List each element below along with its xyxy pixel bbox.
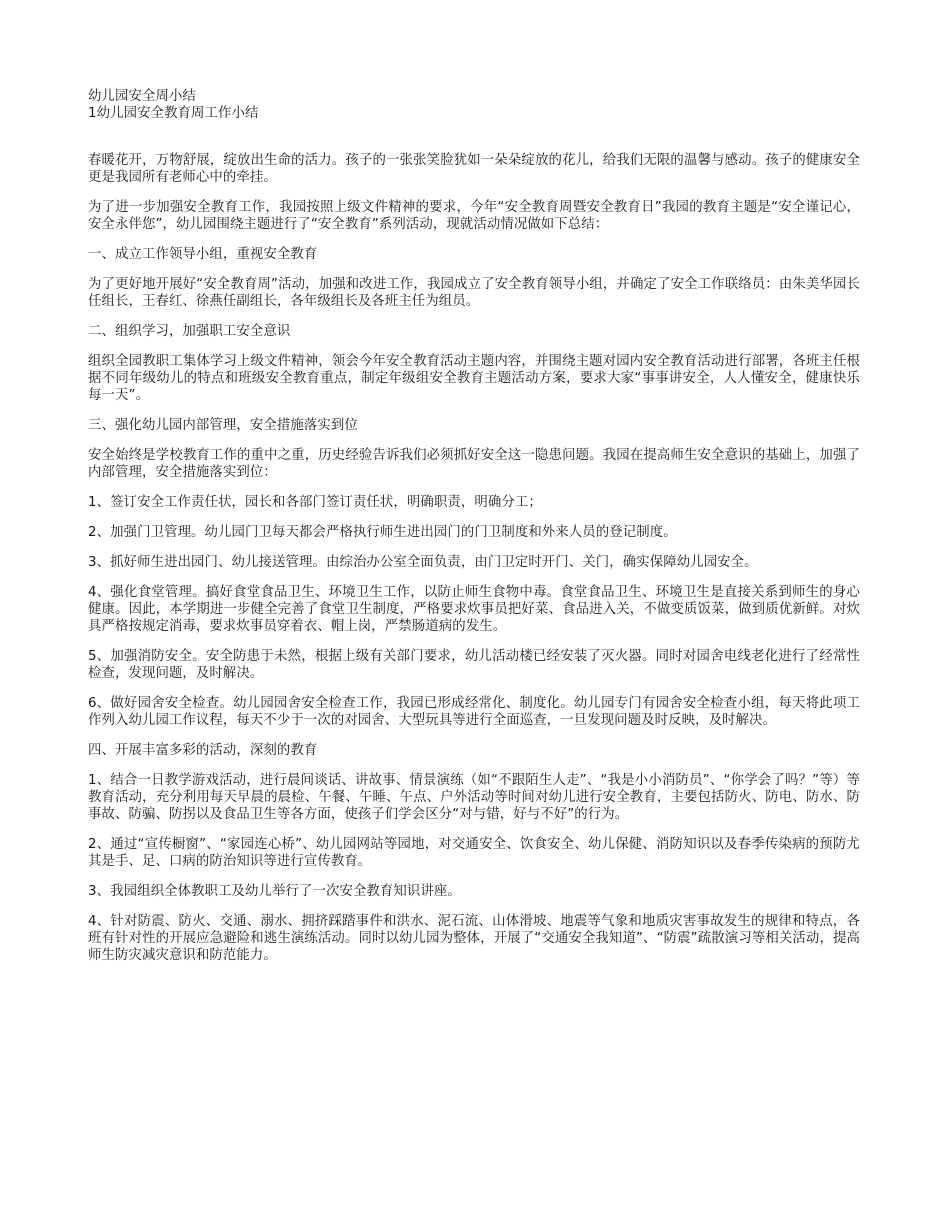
- purpose-paragraph: 为了进一步加强安全教育工作，我园按照上级文件精神的要求，今年“安全教育周暨安全教育日”我园的教育主题是“安全谨记心，安全永伴您”，幼儿园围绕主题进行了“安全教育”系列活动，现就活动情况做如下总结：: [88, 200, 860, 232]
- section-3-item-1: 1、签订安全工作责任状，园长和各部门签订责任状，明确职责，明确分工；: [88, 495, 542, 510]
- section-4-item-4: 4、针对防震、防火、交通、溺水、拥挤踩踏事件和洪水、泥石流、山体滑坡、地震等气象和地质灾害事故发生的规律和特点，各班有针对性的开展应急避险和逃生演练活动。同时以幼儿园为整体，开展了“交通安全我知道”、“防震”疏散演习等相关活动，提高师生防灾减灾意识和防范能力。: [88, 914, 860, 963]
- document-title: 幼儿园安全周小结: [88, 89, 196, 104]
- section-heading-1: 一、成立工作领导小组，重视安全教育: [88, 247, 318, 262]
- section-heading-4: 四、开展丰富多彩的活动，深刻的教育: [88, 743, 318, 758]
- intro-paragraph: 春暖花开，万物舒展，绽放出生命的活力。孩子的一张张笑脸犹如一朵朵绽放的花儿，给我们无限的温馨与感动。孩子的健康安全更是我园所有老师心中的牵挂。: [88, 153, 860, 185]
- section-3-paragraph: 安全始终是学校教育工作的重中之重，历史经验告诉我们必须抓好安全这一隐患问题。我园在提高师生安全意识的基础上，加强了内部管理，安全措施落实到位：: [88, 448, 860, 480]
- section-3-item-6: 6、做好园舍安全检查。幼儿园园舍安全检查工作，我园已形成经常化、制度化。幼儿园专门有园舍安全检查小组，每天将此项工作列入幼儿园工作议程，每天不少于一次的对园舍、大型玩具等进行全面巡查，一旦发现问题及时反映，及时解决。: [88, 696, 860, 728]
- section-4-item-2: 2、通过“宣传橱窗”、“家园连心桥”、幼儿园网站等园地，对交通安全、饮食安全、幼儿保健、消防知识以及春季传染病的预防尤其是手、足、口病的防治知识等进行宣传教育。: [88, 837, 860, 869]
- section-4-item-3: 3、我园组织全体教职工及幼儿举行了一次安全教育知识讲座。: [88, 884, 461, 899]
- section-4-item-1: 1、结合一日教学游戏活动，进行晨间谈话、讲故事、情景演练（如“不跟陌生人走”、“我是小小消防员”、“你学会了吗？”等）等教育活动，充分利用每天早晨的晨检、午餐、午睡、午点、户外活动等时间对幼儿进行安全教育，主要包括防火、防电、防水、防事故、防骗、防拐以及食品卫生等各方面，使孩子们学会区分“对与错，好与不好”的行为。: [88, 773, 860, 822]
- section-3-item-2: 2、加强门卫管理。幼儿园门卫每天都会严格执行师生进出园门的门卫制度和外来人员的登记制度。: [88, 525, 677, 540]
- section-3-item-5: 5、加强消防安全。安全防患于未然，根据上级有关部门要求，幼儿活动楼已经安装了灭火器。同时对园舍电线老化进行了经常性检查，发现问题，及时解决。: [88, 649, 860, 681]
- section-3-item-4: 4、强化食堂管理。搞好食堂食品卫生、环境卫生工作，以防止师生食物中毒。食堂食品卫生、环境卫生是直接关系到师生的身心健康。因此，本学期进一步健全完善了食堂卫生制度，严格要求炊事员把好菜、食品进入关，不做变质饭菜，做到质优新鲜。对炊具严格按规定消毒，要求炊事员穿着衣、帽上岗，严禁肠道病的发生。: [88, 585, 860, 634]
- section-2-paragraph: 组织全园教职工集体学习上级文件精神，领会今年安全教育活动主题内容，并围绕主题对园内安全教育活动进行部署，各班主任根据不同年级幼儿的特点和班级安全教育重点，制定年级组安全教育主题活动方案，要求大家“事事讲安全，人人懂安全，健康快乐每一天”。: [88, 354, 860, 403]
- section-heading-2: 二、组织学习，加强职工安全意识: [88, 324, 291, 339]
- title-spacer: [88, 122, 860, 152]
- section-heading-3: 三、强化幼儿园内部管理，安全措施落实到位: [88, 418, 358, 433]
- document-page: [88, 88, 860, 977]
- section-3-item-3: 3、抓好师生进出园门、幼儿接送管理。由综治办公室全面负责，由门卫定时开门、关门，确实保障幼儿园安全。: [88, 555, 758, 570]
- section-1-paragraph: 为了更好地开展好“安全教育周”活动，加强和改进工作，我园成立了安全教育领导小组，并确定了安全工作联络员：由朱美华园长任组长，王春红、徐燕任副组长，各年级组长及各班主任为组员。: [88, 277, 860, 309]
- document-subtitle: 1幼儿园安全教育周工作小结: [88, 106, 259, 121]
